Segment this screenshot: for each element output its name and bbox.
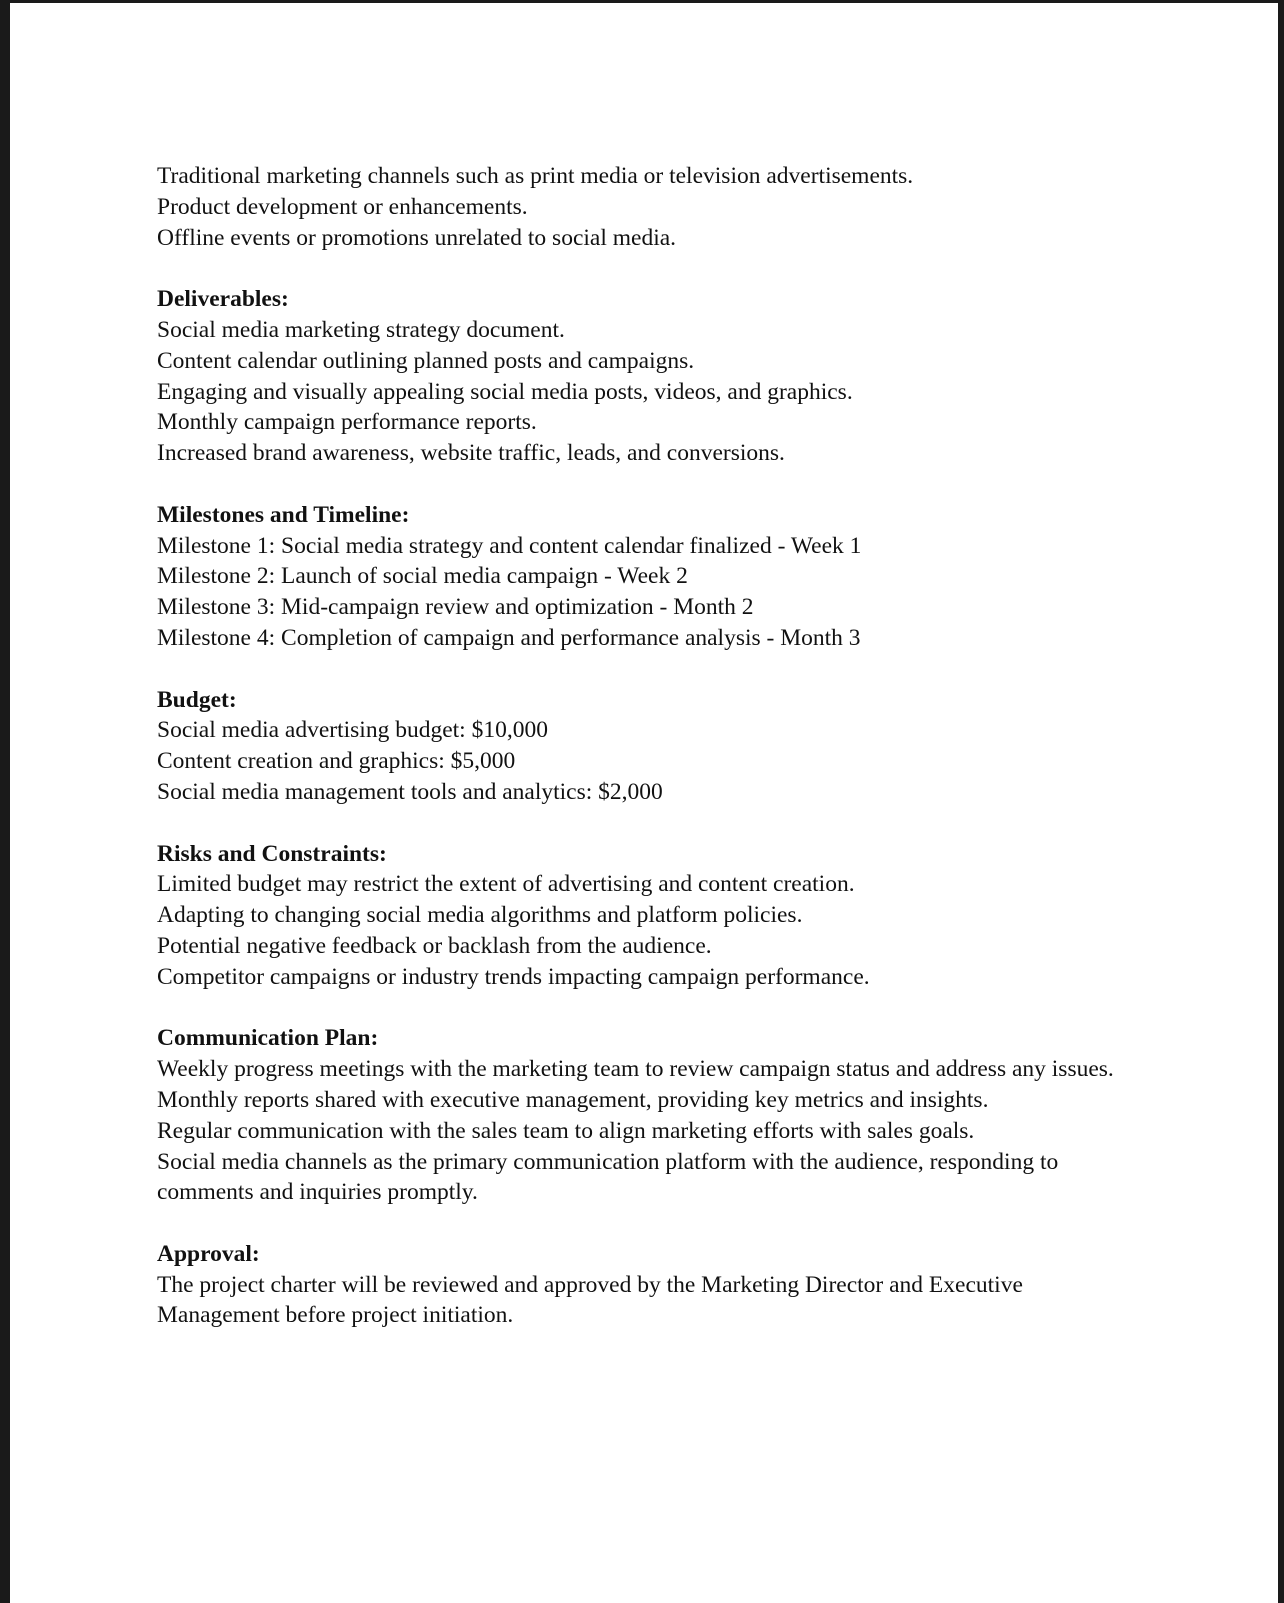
list-item: Milestone 2: Launch of social media campaign - Week 2	[157, 563, 688, 590]
list-item: Milestone 3: Mid-campaign review and optimization - Month 2	[157, 594, 754, 621]
section-heading: Milestones and Timeline:	[157, 501, 410, 528]
list-item: Social media marketing strategy document.	[157, 316, 565, 343]
list-item: Offline events or promotions unrelated to social media.	[157, 224, 677, 251]
milestones-section	[157, 500, 1117, 654]
list-item: Potential negative feedback or backlash from the audience.	[157, 932, 712, 959]
list-item: Weekly progress meetings with the marketing team to review campaign status and address any issues.	[157, 1056, 1114, 1083]
section-heading: Approval:	[157, 1240, 260, 1267]
section-heading: Risks and Constraints:	[157, 840, 387, 867]
section-heading: Budget:	[157, 686, 237, 713]
list-item: Traditional marketing channels such as print media or television advertisements.	[157, 163, 914, 189]
list-item: Social media channels as the primary communication platform with the audience, responding to comments and inquiries promptly.	[157, 1148, 1059, 1206]
list-item: Content creation and graphics: $5,000	[157, 748, 516, 775]
list-item: Product development or enhancements.	[157, 193, 528, 220]
out-of-scope-list	[157, 161, 1117, 253]
risks-section	[157, 839, 1117, 993]
section-heading: Communication Plan:	[157, 1025, 379, 1052]
document-content	[157, 161, 1117, 1331]
list-item: Increased brand awareness, website traffic, leads, and conversions.	[157, 440, 785, 467]
deliverables-section	[157, 284, 1117, 469]
paragraph: The project charter will be reviewed and approved by the Marketing Director and Executive Management before project initiation.	[157, 1271, 1023, 1329]
document-page	[10, 3, 1278, 1603]
list-item: Regular communication with the sales team to align marketing efforts with sales goals.	[157, 1117, 975, 1144]
list-item: Social media advertising budget: $10,000	[157, 717, 548, 744]
list-item: Milestone 1: Social media strategy and content calendar finalized - Week 1	[157, 532, 862, 559]
list-item: Competitor campaigns or industry trends impacting campaign performance.	[157, 963, 870, 990]
list-item: Content calendar outlining planned posts and campaigns.	[157, 347, 695, 374]
approval-section	[157, 1239, 1117, 1331]
list-item: Monthly campaign performance reports.	[157, 409, 537, 436]
list-item: Social media management tools and analytics: $2,000	[157, 778, 663, 805]
budget-section	[157, 685, 1117, 808]
section-heading: Deliverables:	[157, 286, 289, 313]
list-item: Milestone 4: Completion of campaign and performance analysis - Month 3	[157, 624, 861, 651]
list-item: Engaging and visually appealing social media posts, videos, and graphics.	[157, 378, 853, 405]
list-item: Monthly reports shared with executive management, providing key metrics and insights.	[157, 1086, 989, 1113]
communication-plan-section	[157, 1023, 1117, 1208]
list-item: Limited budget may restrict the extent of advertising and content creation.	[157, 871, 855, 898]
list-item: Adapting to changing social media algorithms and platform policies.	[157, 902, 803, 929]
